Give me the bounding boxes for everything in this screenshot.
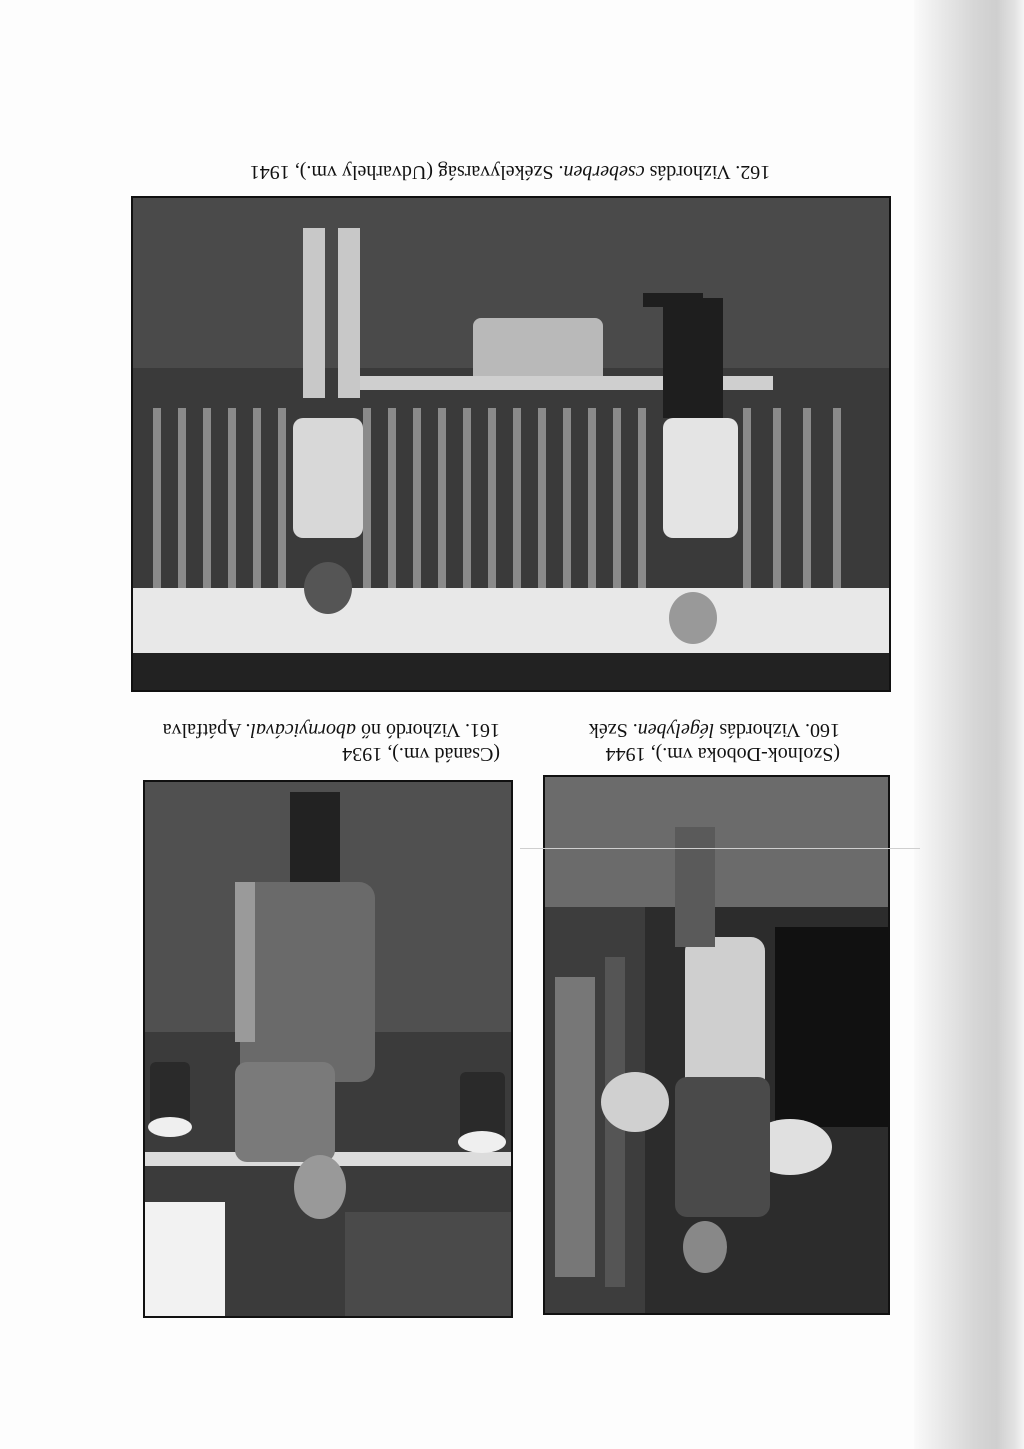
page-crease <box>520 848 920 849</box>
photo-162-image <box>133 198 889 690</box>
caption-160-rest: . Szék <box>588 719 638 741</box>
caption-161-number: 161. <box>465 719 500 741</box>
photo-162 <box>131 196 891 692</box>
caption-160-number: 160. <box>805 719 840 741</box>
caption-161 <box>160 718 500 766</box>
caption-161-title: Vizhordó nő <box>361 719 461 741</box>
photo-161-image <box>145 782 511 1316</box>
caption-161-line2: (Csanád vm.), 1934 <box>342 743 500 765</box>
caption-161-rest: . Apátfalva <box>162 719 251 741</box>
caption-162-title: Vizhordás <box>649 161 731 183</box>
caption-162-number: 162. <box>735 161 771 183</box>
photo-160 <box>543 775 890 1315</box>
caption-160-title: Vizhordás <box>719 719 801 741</box>
caption-160 <box>590 718 840 766</box>
caption-161-italic: abornyicával <box>250 719 357 741</box>
photo-160-image <box>545 777 888 1313</box>
caption-162-rest: . Székelyvarság (Udvarhely vm.), 1941 <box>249 161 564 183</box>
photo-161 <box>143 780 513 1318</box>
scan-shadow-edge <box>914 0 1024 1449</box>
caption-160-italic: légelyben <box>637 719 715 741</box>
caption-162-italic: cseberben <box>563 161 645 183</box>
caption-162 <box>190 160 830 184</box>
caption-160-line2: (Szolnok-Doboka vm.), 1944 <box>605 743 840 765</box>
